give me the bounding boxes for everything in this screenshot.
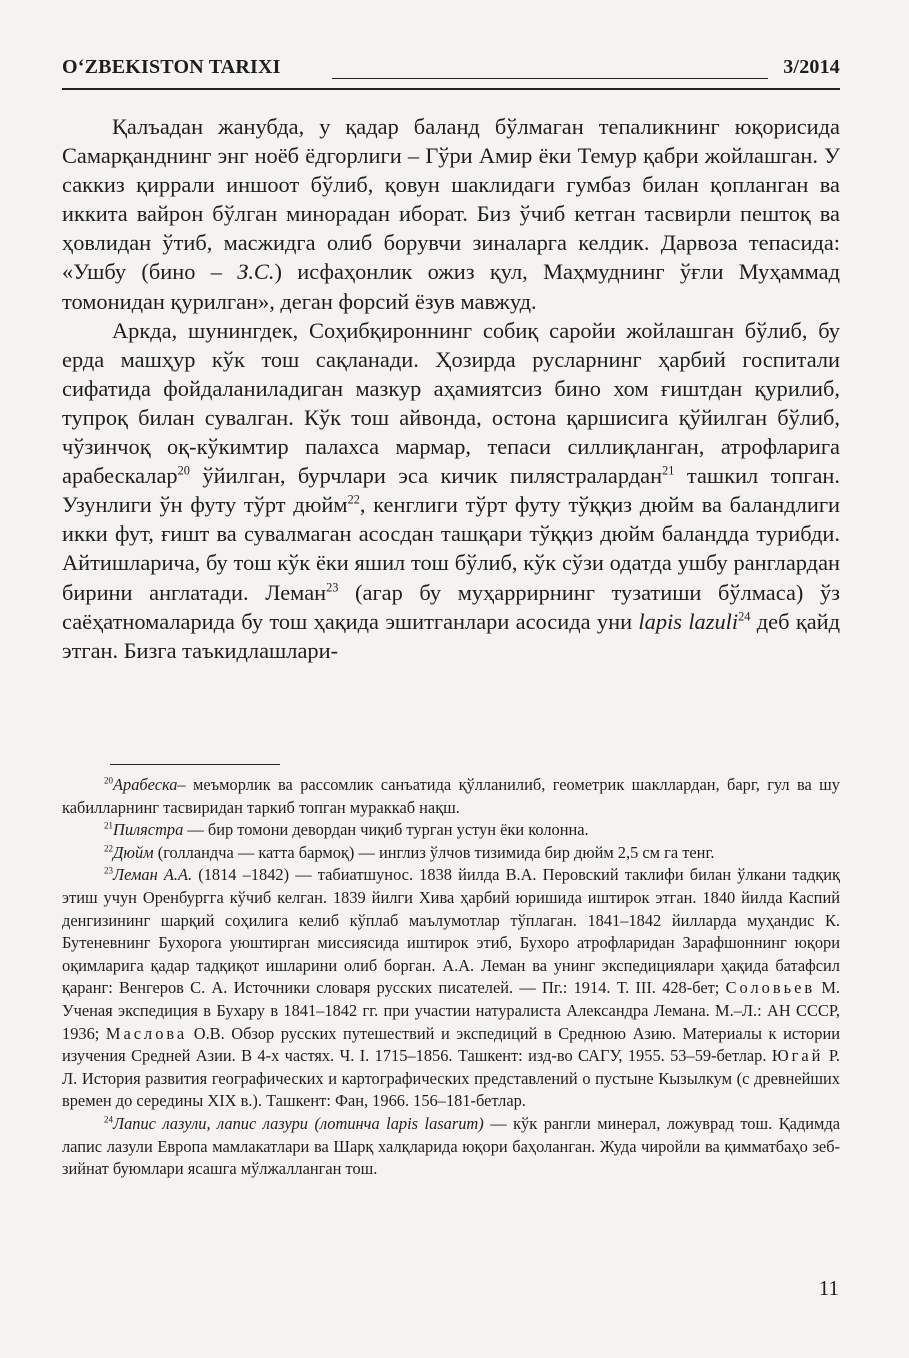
footnote-ref-20[interactable]: 20: [177, 463, 190, 478]
page-number: 11: [818, 1276, 839, 1300]
issue-number: 3/2014: [783, 56, 840, 78]
main-text: [62, 112, 840, 665]
footnote-21: $^{21}$Пилястра — бир томони девордан чиқиб турган устун ёки колонна.: [104, 820, 589, 840]
footnote-20: $^{20}$Арабеска– меъморлик ва рассомлик санъатида қўлланилиб, геометрик шакллардан, барг, гул ва шу кабилларнинг тасвиридан таркиб топган мураккаб нақш.: [62, 775, 840, 817]
lapis-lazuli-term: lapis lazuli: [638, 608, 739, 634]
journal-title: O‘ZBEKISTON TARIXI: [62, 56, 281, 78]
footnote-ref-21[interactable]: 21: [662, 463, 675, 478]
footnote-ref-23[interactable]: 23: [326, 580, 339, 595]
footnote-23: $^{23}$Леман А.А. (1814 –1842) — табиатшунос. 1838 йилда В.А. Перовский таклифи билан ўлкани тадқиқ этиш учун Оренбургга кўчиб келган. 1839 йилги Хива ҳарбий юришида иштирок этган. 1840 йилда Каспий денгизининг шарқий соҳилига келиб кўплаб маълумотлар тўплаган. 1841–1842 йилларда муҳандис К. Бутеневнинг Бухорога уюштирган миссиясида иштирок этиб, Бухоро атрофларидан Зарафшоннинг юқори оқимларига қадар тадқиқот ишларини олиб борган. А.А. Леман ва унинг экспедициялари ҳақида батафсил қаранг: Венгеров С. А. Источники словаря русских писателей. — Пг.: 1914. Т. III. 428-бет; Соловьев М. Ученая экспедиция в Бухару в 1841–1842 гг. при участии натуралиста Александра Лемана. М.–Л.: АН СССР, 1936; Маслова О.В. Обзор русских путешествий и экспедиций в Среднюю Азию. Материалы к истории изучения Средней Азии. В 4-х частях. Ч. I. 1715–1856. Ташкент: изд-во САГУ, 1955. 53–59-бетлар. Югай Р. Л. История развития географических и картографических представлений о пустыне Кызылкум (с древнейших времен до середины XIX в.). Ташкент: Фан, 1966. 156–181-бетлар.: [62, 865, 840, 1111]
header-rule: [62, 88, 840, 90]
paragraph-1: Қалъадан жанубда, у қадар баланд бўлмаган тепаликнинг юқорисида Самарқанднинг энг ноёб ёдгорлиги – Гўри Амир ёки Темур қабри жойлашган. У саккиз қиррали иншоот бўлиб, қовун шаклидаги гумбаз билан қопланган ва иккита вайрон бўлган минорадан иборат. Биз ўчиб кетган тасвирли пештоқ ва ҳовлидан ўтиб, масжидга олиб борувчи зиналарга келдик. Дарвоза тепасида: «Ушбу (бино – З.С.) исфаҳонлик ожиз қул, Маҳмуднинг ўғли Муҳаммад томонидан қурилган», деган форсий ёзув мавжуд.: [62, 114, 840, 314]
footnotes: [62, 774, 840, 1181]
footnote-separator: [110, 764, 280, 765]
footnote-22: $^{22}$Дюйм (голландча — катта бармоқ) — инглиз ўлчов тизимида бир дюйм 2,5 см га тенг.: [104, 842, 715, 862]
author-initials: З.С.: [237, 259, 275, 285]
paragraph-2: Аркда, шунингдек, Соҳибқироннинг собиқ саройи жойлашган бўлиб, бу ерда машҳур кўк тош сақланади. Ҳозирда русларнинг ҳарбий госпитали сифатида фойдаланиладиган мазкур аҳамиятсиз бино хом ғиштдан қурилиб, тупроқ билан сувалган. Кўк тош айвонда, остона қаршисига қўйилган бўлиб, чўзинчоқ оқ-кўкимтир палахса мармар, тепаси силлиқланган, атрофларига арабескалар$^{20}$ ўйилган, бурчлари эса кичик пилястралардан$^{21}$ ташкил топган. Узунлиги ўн футу тўрт дюйм$^{22}$, кенглиги тўрт футу тўққиз дюйм ва баландлиги икки фут, ғишт ва сувалмаган асосдан ташқари тўққиз дюйм баландда турибди. Айтишларича, бу тош кўк ёки яшил тош бўлиб, кўк сўзи одатда ушбу ранглардан бирини англатади. Леман$^{23}$ (агар бу муҳаррирнинг тузатиши бўлмаса) ўз саёҳатномаларида бу тош ҳақида эшитганлари асосида уни lapis lazuli$^{24}$ деб қайд этган. Бизга таъкидлашлари-: [62, 317, 841, 663]
header-leader-line: [332, 78, 768, 79]
running-header: [62, 56, 840, 86]
footnote-24: $^{24}$Лапис лазули, лапис лазури (лотинча lapis lasarum) — кўк рангли минерал, ложуврад тош. Қадимда лапис лазули Европа мамлакатлари ва Шарқ халқларида юқори баҳоланган. Жуда чиройли ва қимматбаҳо зеб-зийнат буюмлари ясашга мўлжалланган тош.: [62, 1113, 840, 1179]
footnote-ref-22[interactable]: 22: [347, 492, 360, 507]
footnote-ref-24[interactable]: 24: [738, 609, 751, 624]
